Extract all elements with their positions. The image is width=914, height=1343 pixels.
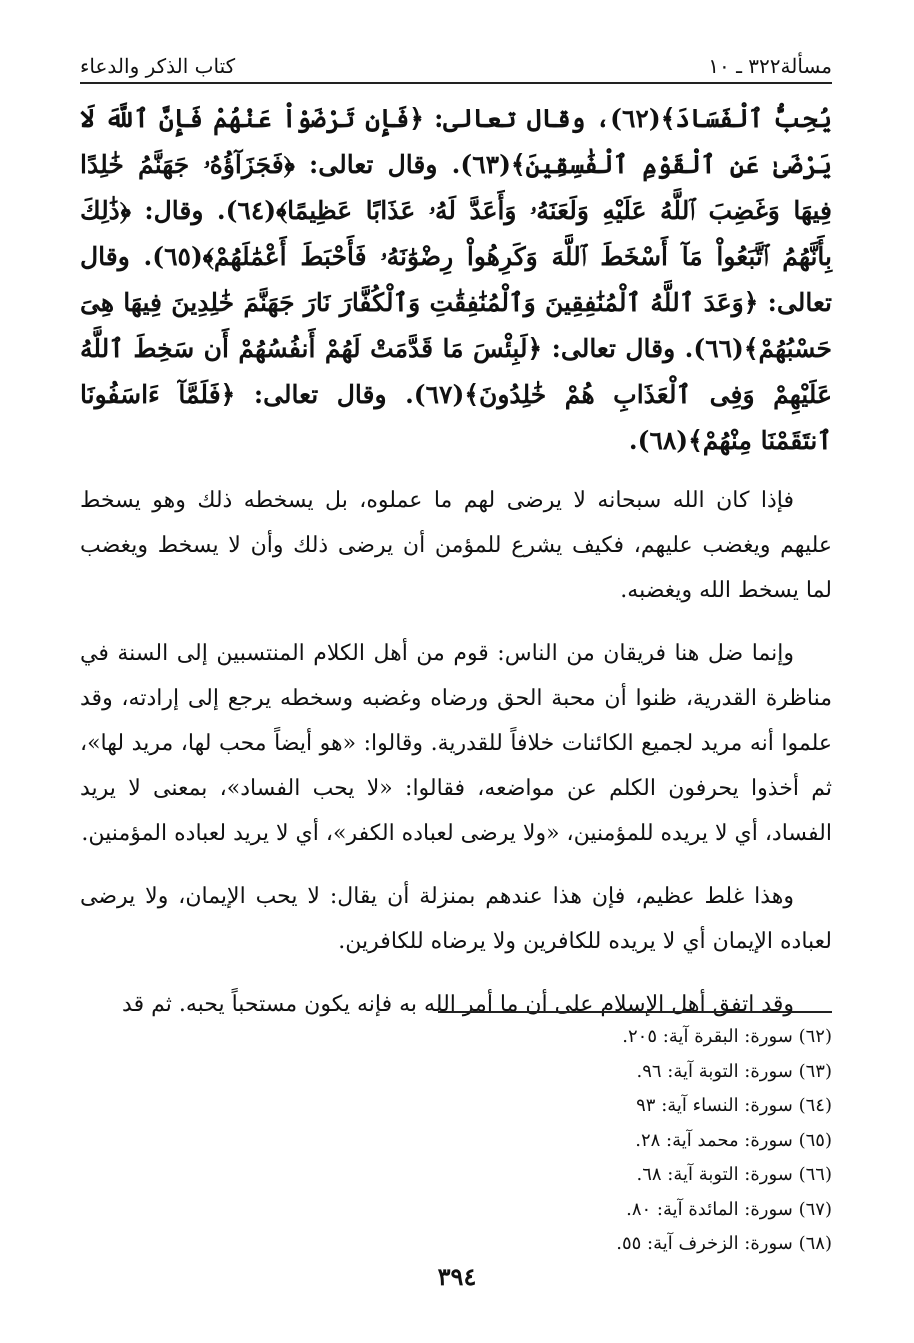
main-text <box>80 96 832 1045</box>
paragraph-3 <box>80 874 832 964</box>
verses-paragraph: يُحِبُّ ٱلْفَسَادَ﴾(٦٢)، وقال تعالى: ﴿فَإِن تَرْضَوْاْ عَنْهُمْ فَإِنَّ ٱللَّهَ لَا يَرْضَىٰ عَنِ ٱلْقَوْمِ ٱلْفَٰسِقِينَ﴾(٦٣). وقال تعالى: ﴿فَجَزَآؤُهُۥ جَهَنَّمُ خَٰلِدًا فِيهَا وَغَضِبَ ٱللَّهُ عَلَيْهِ وَلَعَنَهُۥ وَأَعَدَّ لَهُۥ عَذَابًا عَظِيمًا﴾(٦٤). وقال: ﴿ذَٰلِكَ بِأَنَّهُمُ ٱتَّبَعُواْ مَآ أَسْخَطَ ٱللَّهَ وَكَرِهُواْ رِضْوَٰنَهُۥ فَأَحْبَطَ أَعْمَٰلَهُمْ﴾(٦٥). وقال تعالى: ﴿وَعَدَ ٱللَّهُ ٱلْمُنَٰفِقِينَ وَٱلْمُنَٰفِقَٰتِ وَٱلْكُفَّارَ نَارَ جَهَنَّمَ خَٰلِدِينَ فِيهَا هِىَ حَسْبُهُمْ﴾(٦٦). وقال تعالى: ﴿لَبِئْسَ مَا قَدَّمَتْ لَهُمْ أَنفُسُهُمْ أَن سَخِطَ ٱللَّهُ عَلَيْهِمْ وَفِى ٱلْعَذَابِ هُمْ خَٰلِدُونَ﴾(٦٧). وقال تعالى: ﴿فَلَمَّآ ءَاسَفُونَا ٱنتَقَمْنَا مِنْهُمْ﴾(٦٨). <box>80 104 833 455</box>
footnote-66: (٦٦) سورة: التوبة آية: ٦٨. <box>636 1164 832 1185</box>
footnote-67: (٦٧) سورة: المائدة آية: ٨٠. <box>626 1198 832 1220</box>
paragraph-2-text: وإنما ضل هنا فريقان من الناس: قوم من أهل الكلام المنتسبين إلى السنة في مناظرة القدرية، ظنوا أن محبة الحق ورضاه وغضبه وسخطه يرجع إلى إرادته، وقد علموا أنه مريد لجميع الكائنات خلافاً للقدرية. وقالوا: «هو أيضاً محب لها، مريد لها»، ثم أخذوا يحرفون الكلم عن مواضعه، فقالوا: «لا يحب الفساد»، بمعنى لا يريد الفساد، أي لا يريده للمؤمنين، «ولا يرضى لعباده الكفر»، أي لا يريد لعباده المؤمنين. <box>80 641 832 846</box>
paragraph-4-text: وقد اتفق أهل الإسلام على أن ما أمر الله به فإنه يكون مستحباً يحبه. ثم قد <box>122 992 794 1017</box>
header-right-title: مسألة٣٢٢ ـ ١٠ <box>708 54 832 78</box>
header-left-title: كتاب الذكر والدعاء <box>80 54 236 78</box>
running-header <box>80 38 832 84</box>
footnote-62: (٦٢) سورة: البقرة آية: ٢٠٥. <box>622 1026 832 1047</box>
paragraph-3-text: وهذا غلط عظيم، فإن هذا عندهم بمنزلة أن يقال: لا يحب الإيمان، ولا يرضى لعباده الإيمان أي لا يريده للكافرين ولا يرضاه للكافرين. <box>80 884 832 954</box>
footnote-65: (٦٥) سورة: محمد آية: ٢٨. <box>635 1129 832 1151</box>
paragraph-1-text: فإذا كان الله سبحانه لا يرضى لهم ما عملوه، بل يسخطه ذلك وهو يسخط عليهم ويغضب عليهم، فكيف يشرع للمؤمن أن يرضى ذلك وأن لا يسخط ويغضب لما يسخط الله ويغضبه. <box>80 488 832 603</box>
footnote-divider <box>438 1011 832 1013</box>
page-number: ٣٩٤ <box>437 1262 477 1291</box>
footnote-64: (٦٤) سورة: النساء آية: ٩٣ <box>636 1095 832 1116</box>
footnote-63: (٦٣) سورة: التوبة آية: ٩٦. <box>636 1060 832 1082</box>
paragraph-1 <box>80 478 832 613</box>
footnotes-list <box>438 1020 832 1262</box>
paragraph-2 <box>80 631 832 856</box>
footnote-68: (٦٨) سورة: الزخرف آية: ٥٥. <box>616 1233 832 1254</box>
